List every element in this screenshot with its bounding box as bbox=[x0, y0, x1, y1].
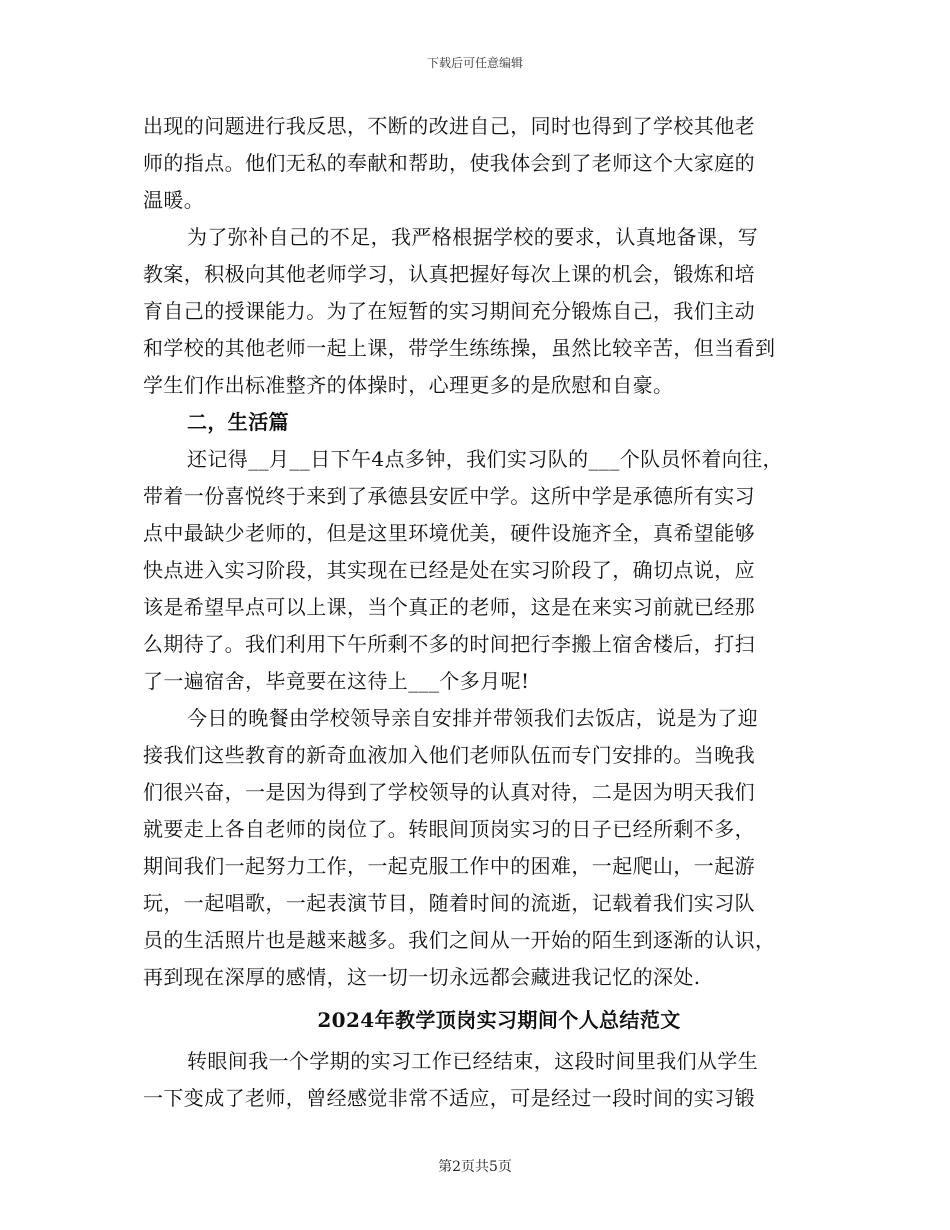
document-title: 2024年教学顶岗实习期间个人总结范文 bbox=[317, 1008, 681, 1032]
section-heading: 二，生活篇 bbox=[187, 410, 289, 434]
text-line: 育自己的授课能力。为了在短暂的实习期间充分锻炼自己，我们主动 bbox=[143, 299, 755, 323]
text-line: 员的生活照片也是越来越多。我们之间从一开始的陌生到逐渐的认识， bbox=[143, 928, 776, 952]
text-line: 师的指点。他们无私的奉献和帮助，使我体会到了老师这个大家庭的 bbox=[143, 151, 755, 175]
text-line: 还记得__月__日下午4点多钟，我们实习队的___个队员怀着向往， bbox=[187, 447, 783, 471]
text-line: 了一遍宿舍，毕竟要在这待上___个多月呢! bbox=[143, 669, 530, 693]
text-line: 快点进入实习阶段，其实现在已经是处在实习阶段了，确切点说，应 bbox=[143, 558, 755, 582]
document-body bbox=[143, 108, 823, 1117]
text-line: 转眼间我一个学期的实习工作已经结束，这段时间里我们从学生 bbox=[187, 1049, 759, 1073]
text-line: 们很兴奋，一是因为得到了学校领导的认真对待，二是因为明天我们 bbox=[143, 780, 755, 804]
text-line: 为了弥补自己的不足，我严格根据学校的要求，认真地备课，写 bbox=[187, 225, 759, 249]
text-line: 今日的晚餐由学校领导亲自安排并带领我们去饭店，说是为了迎 bbox=[187, 706, 759, 730]
text-line: 么期待了。我们利用下午所剩不多的时间把行李搬上宿舍楼后，打扫 bbox=[143, 632, 755, 656]
page-number: 第2页共5页 bbox=[438, 1159, 512, 1175]
text-line: 期间我们一起努力工作，一起克服工作中的困难，一起爬山，一起游 bbox=[143, 854, 755, 878]
text-line: 出现的问题进行我反思，不断的改进自己，同时也得到了学校其他老 bbox=[143, 114, 755, 138]
text-line: 温暖。 bbox=[143, 188, 205, 212]
text-line: 该是希望早点可以上课，当个真正的老师，这是在来实习前就已经那 bbox=[143, 595, 755, 619]
text-line: 学生们作出标准整齐的体操时，心理更多的是欣慰和自豪。 bbox=[143, 373, 674, 397]
text-line: 带着一份喜悦终于来到了承德县安匠中学。这所中学是承德所有实习 bbox=[143, 484, 755, 508]
text-line: 一下变成了老师，曾经感觉非常不适应，可是经过一段时间的实习锻 bbox=[143, 1086, 755, 1110]
text-line: 点中最缺少老师的，但是这里环境优美，硬件设施齐全，真希望能够 bbox=[143, 521, 755, 545]
text-line: 教案，积极向其他老师学习，认真把握好每次上课的机会，锻炼和培 bbox=[143, 262, 755, 286]
text-line: 接我们这些教育的新奇血液加入他们老师队伍而专门安排的。当晚我 bbox=[143, 743, 755, 767]
text-line: 玩，一起唱歌，一起表演节目，随着时间的流逝，记载着我们实习队 bbox=[143, 891, 755, 915]
header-note: 下载后可任意编辑 bbox=[426, 56, 523, 70]
text-line: 就要走上各自老师的岗位了。转眼间顶岗实习的日子已经所剩不多， bbox=[143, 817, 755, 841]
text-line: 和学校的其他老师一起上课，带学生练练操，虽然比较辛苦，但当看到 bbox=[143, 336, 776, 360]
text-line: 再到现在深厚的感情，这一切一切永远都会藏进我记忆的深处. bbox=[143, 965, 701, 989]
